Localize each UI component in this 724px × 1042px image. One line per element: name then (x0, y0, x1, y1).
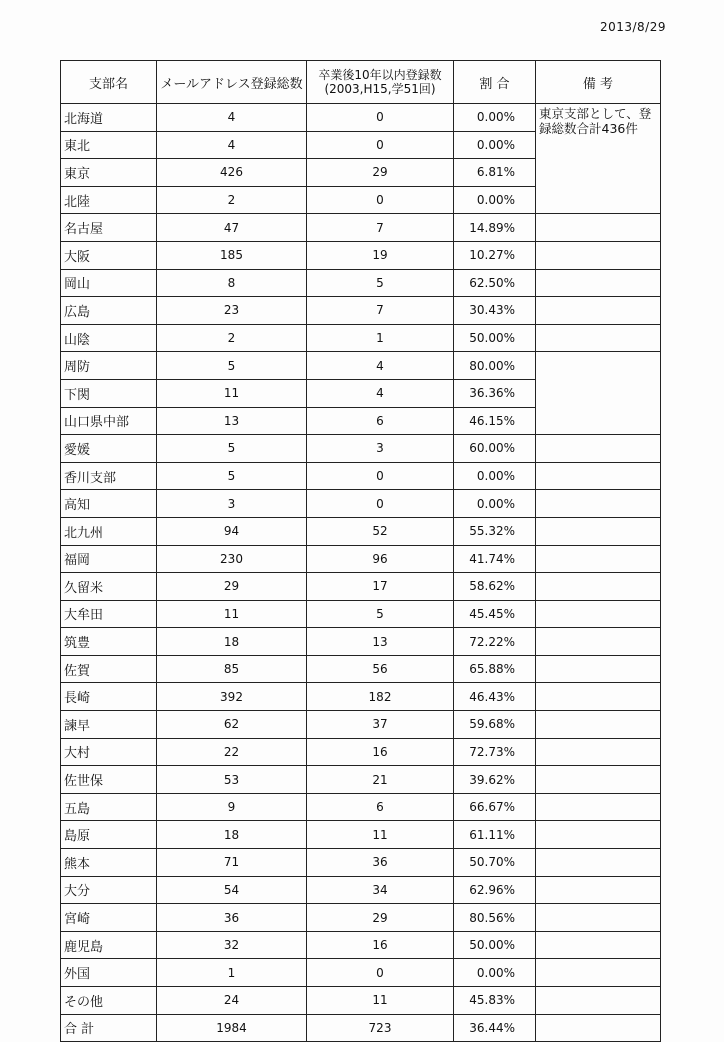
branch-name-cell: 下関 (61, 379, 157, 407)
total-count-cell: 426 (157, 159, 307, 187)
ratio-cell: 30.43% (454, 297, 536, 325)
ratio-cell: 50.00% (454, 324, 536, 352)
branch-name-cell: 大村 (61, 738, 157, 766)
branch-name-cell: 東京 (61, 159, 157, 187)
total-count-cell: 29 (157, 573, 307, 601)
ratio-cell: 72.22% (454, 628, 536, 656)
header-total: メールアドレス登録総数 (157, 61, 307, 104)
ratio-cell: 55.32% (454, 517, 536, 545)
total-count-cell: 36 (157, 904, 307, 932)
branch-name-cell: 東北 (61, 131, 157, 159)
ratio-cell: 10.27% (454, 241, 536, 269)
note-cell-empty (536, 766, 661, 794)
ratio-cell: 0.00% (454, 959, 536, 987)
table-row (61, 904, 661, 932)
branch-name-cell: 北九州 (61, 517, 157, 545)
ratio-cell: 62.50% (454, 269, 536, 297)
ratio-cell: 0.00% (454, 462, 536, 490)
total-count-cell: 53 (157, 766, 307, 794)
table-row (61, 241, 661, 269)
header-recent (307, 61, 454, 104)
ratio-cell: 59.68% (454, 711, 536, 739)
ratio-cell: 0.00% (454, 490, 536, 518)
total-count-cell: 71 (157, 849, 307, 877)
ratio-cell: 58.62% (454, 573, 536, 601)
recent-count-cell: 34 (307, 876, 454, 904)
total-count-cell: 5 (157, 462, 307, 490)
note-cell-empty (536, 1014, 661, 1042)
note-cell-empty (536, 904, 661, 932)
recent-count-cell: 0 (307, 186, 454, 214)
recent-count-cell: 3 (307, 435, 454, 463)
header-recent-line1: 卒業後10年以内登録数 (318, 68, 442, 82)
ratio-cell: 80.56% (454, 904, 536, 932)
branch-name-cell: 北陸 (61, 186, 157, 214)
ratio-cell: 61.11% (454, 821, 536, 849)
total-count-cell: 5 (157, 352, 307, 380)
table-row (61, 628, 661, 656)
table-row (61, 324, 661, 352)
table-row (61, 876, 661, 904)
recent-count-cell: 96 (307, 545, 454, 573)
ratio-cell: 46.15% (454, 407, 536, 435)
recent-count-cell: 5 (307, 269, 454, 297)
grand-recent-cell: 723 (307, 1014, 454, 1042)
recent-count-cell: 0 (307, 959, 454, 987)
branch-name-cell: 高知 (61, 490, 157, 518)
header-row (61, 61, 661, 104)
ratio-cell: 0.00% (454, 186, 536, 214)
total-count-cell: 18 (157, 628, 307, 656)
branch-name-cell: 福岡 (61, 545, 157, 573)
note-cell-empty (536, 545, 661, 573)
branch-name-cell: 長崎 (61, 683, 157, 711)
recent-count-cell: 19 (307, 241, 454, 269)
table-row (61, 766, 661, 794)
note-cell-empty (536, 435, 661, 463)
ratio-cell: 45.45% (454, 600, 536, 628)
total-count-cell: 47 (157, 214, 307, 242)
note-cell-empty (536, 655, 661, 683)
ratio-cell: 66.67% (454, 793, 536, 821)
table-row (61, 573, 661, 601)
recent-count-cell: 1 (307, 324, 454, 352)
recent-count-cell: 13 (307, 628, 454, 656)
note-cell-empty (536, 793, 661, 821)
table-row (61, 297, 661, 325)
note-cell-empty (536, 711, 661, 739)
recent-count-cell: 6 (307, 407, 454, 435)
total-count-cell: 8 (157, 269, 307, 297)
branch-name-cell: 五島 (61, 793, 157, 821)
note-cell-empty (536, 738, 661, 766)
recent-count-cell: 7 (307, 214, 454, 242)
total-count-cell: 11 (157, 600, 307, 628)
total-count-cell: 4 (157, 131, 307, 159)
table-row (61, 711, 661, 739)
total-count-cell: 94 (157, 517, 307, 545)
recent-count-cell: 11 (307, 821, 454, 849)
total-count-cell: 1 (157, 959, 307, 987)
table-row (61, 490, 661, 518)
table-row (61, 987, 661, 1015)
recent-count-cell: 0 (307, 462, 454, 490)
branch-name-cell: 久留米 (61, 573, 157, 601)
total-count-cell: 22 (157, 738, 307, 766)
table-row (61, 821, 661, 849)
recent-count-cell: 7 (307, 297, 454, 325)
table-row (61, 435, 661, 463)
branch-name-cell: 名古屋 (61, 214, 157, 242)
note-cell-empty (536, 683, 661, 711)
header-ratio: 割 合 (454, 61, 536, 104)
note-cell-empty (536, 573, 661, 601)
recent-count-cell: 0 (307, 131, 454, 159)
recent-count-cell: 4 (307, 352, 454, 380)
ratio-cell: 0.00% (454, 104, 536, 132)
branch-name-cell: 外国 (61, 959, 157, 987)
ratio-cell: 6.81% (454, 159, 536, 187)
document-date: 2013/8/29 (599, 20, 666, 34)
note-cell-empty (536, 214, 661, 242)
table-row (61, 655, 661, 683)
recent-count-cell: 11 (307, 987, 454, 1015)
total-label-cell: 合 計 (61, 1014, 157, 1042)
header-note: 備 考 (536, 61, 661, 104)
table-row (61, 683, 661, 711)
recent-count-cell: 36 (307, 849, 454, 877)
total-count-cell: 11 (157, 379, 307, 407)
recent-count-cell: 0 (307, 104, 454, 132)
branch-name-cell: 広島 (61, 297, 157, 325)
branch-name-cell: 大阪 (61, 241, 157, 269)
header-recent-line2: (2003,H15,学51回) (324, 82, 436, 96)
table-row (61, 545, 661, 573)
grand-ratio-cell: 36.44% (454, 1014, 536, 1042)
header-branch: 支部名 (61, 61, 157, 104)
branch-name-cell: 佐賀 (61, 655, 157, 683)
table-row (61, 462, 661, 490)
branch-name-cell: 山口県中部 (61, 407, 157, 435)
recent-count-cell: 16 (307, 931, 454, 959)
ratio-cell: 14.89% (454, 214, 536, 242)
note-cell-empty (536, 987, 661, 1015)
recent-count-cell: 21 (307, 766, 454, 794)
branch-name-cell: 熊本 (61, 849, 157, 877)
note-cell-empty (536, 628, 661, 656)
note-cell-empty (536, 324, 661, 352)
total-count-cell: 23 (157, 297, 307, 325)
total-count-cell: 2 (157, 186, 307, 214)
branch-name-cell: 島原 (61, 821, 157, 849)
ratio-cell: 39.62% (454, 766, 536, 794)
recent-count-cell: 52 (307, 517, 454, 545)
table-row (61, 959, 661, 987)
total-count-cell: 54 (157, 876, 307, 904)
note-cell-empty (536, 600, 661, 628)
recent-count-cell: 182 (307, 683, 454, 711)
note-cell-empty (536, 297, 661, 325)
table-row (61, 793, 661, 821)
note-cell-empty (536, 959, 661, 987)
note-cell-empty (536, 352, 661, 435)
branch-name-cell: その他 (61, 987, 157, 1015)
recent-count-cell: 4 (307, 379, 454, 407)
branch-name-cell: 北海道 (61, 104, 157, 132)
note-cell-empty (536, 931, 661, 959)
ratio-cell: 45.83% (454, 987, 536, 1015)
table-row (61, 269, 661, 297)
ratio-cell: 36.36% (454, 379, 536, 407)
ratio-cell: 50.70% (454, 849, 536, 877)
branch-name-cell: 山陰 (61, 324, 157, 352)
branch-name-cell: 鹿児島 (61, 931, 157, 959)
ratio-cell: 80.00% (454, 352, 536, 380)
note-cell-empty (536, 517, 661, 545)
branch-name-cell: 周防 (61, 352, 157, 380)
total-count-cell: 230 (157, 545, 307, 573)
recent-count-cell: 17 (307, 573, 454, 601)
table-row (61, 104, 661, 132)
branch-name-cell: 佐世保 (61, 766, 157, 794)
recent-count-cell: 5 (307, 600, 454, 628)
total-count-cell: 9 (157, 793, 307, 821)
recent-count-cell: 37 (307, 711, 454, 739)
table-row (61, 214, 661, 242)
branch-name-cell: 大牟田 (61, 600, 157, 628)
grand-total-cell: 1984 (157, 1014, 307, 1042)
ratio-cell: 62.96% (454, 876, 536, 904)
recent-count-cell: 29 (307, 904, 454, 932)
note-cell-empty (536, 269, 661, 297)
branch-name-cell: 岡山 (61, 269, 157, 297)
table-row (61, 352, 661, 380)
table-row (61, 600, 661, 628)
recent-count-cell: 6 (307, 793, 454, 821)
note-cell-empty (536, 462, 661, 490)
note-cell: 東京支部として、登録総数合計436件 (536, 104, 661, 214)
table-row (61, 738, 661, 766)
branch-name-cell: 香川支部 (61, 462, 157, 490)
total-count-cell: 185 (157, 241, 307, 269)
note-cell-empty (536, 821, 661, 849)
ratio-cell: 65.88% (454, 655, 536, 683)
recent-count-cell: 56 (307, 655, 454, 683)
branch-registration-table (60, 60, 661, 1042)
branch-name-cell: 愛媛 (61, 435, 157, 463)
note-cell-empty (536, 849, 661, 877)
branch-name-cell: 宮崎 (61, 904, 157, 932)
total-count-cell: 13 (157, 407, 307, 435)
total-count-cell: 392 (157, 683, 307, 711)
branch-name-cell: 大分 (61, 876, 157, 904)
total-count-cell: 4 (157, 104, 307, 132)
ratio-cell: 50.00% (454, 931, 536, 959)
note-cell-empty (536, 241, 661, 269)
table-row (61, 931, 661, 959)
ratio-cell: 41.74% (454, 545, 536, 573)
note-cell-empty (536, 876, 661, 904)
ratio-cell: 0.00% (454, 131, 536, 159)
table-row (61, 517, 661, 545)
total-count-cell: 2 (157, 324, 307, 352)
total-count-cell: 3 (157, 490, 307, 518)
ratio-cell: 60.00% (454, 435, 536, 463)
total-count-cell: 62 (157, 711, 307, 739)
note-cell-empty (536, 490, 661, 518)
total-count-cell: 18 (157, 821, 307, 849)
ratio-cell: 46.43% (454, 683, 536, 711)
recent-count-cell: 16 (307, 738, 454, 766)
recent-count-cell: 0 (307, 490, 454, 518)
recent-count-cell: 29 (307, 159, 454, 187)
branch-name-cell: 筑豊 (61, 628, 157, 656)
total-count-cell: 32 (157, 931, 307, 959)
ratio-cell: 72.73% (454, 738, 536, 766)
total-count-cell: 24 (157, 987, 307, 1015)
table-row (61, 849, 661, 877)
total-count-cell: 5 (157, 435, 307, 463)
total-count-cell: 85 (157, 655, 307, 683)
branch-name-cell: 諫早 (61, 711, 157, 739)
total-row (61, 1014, 661, 1042)
